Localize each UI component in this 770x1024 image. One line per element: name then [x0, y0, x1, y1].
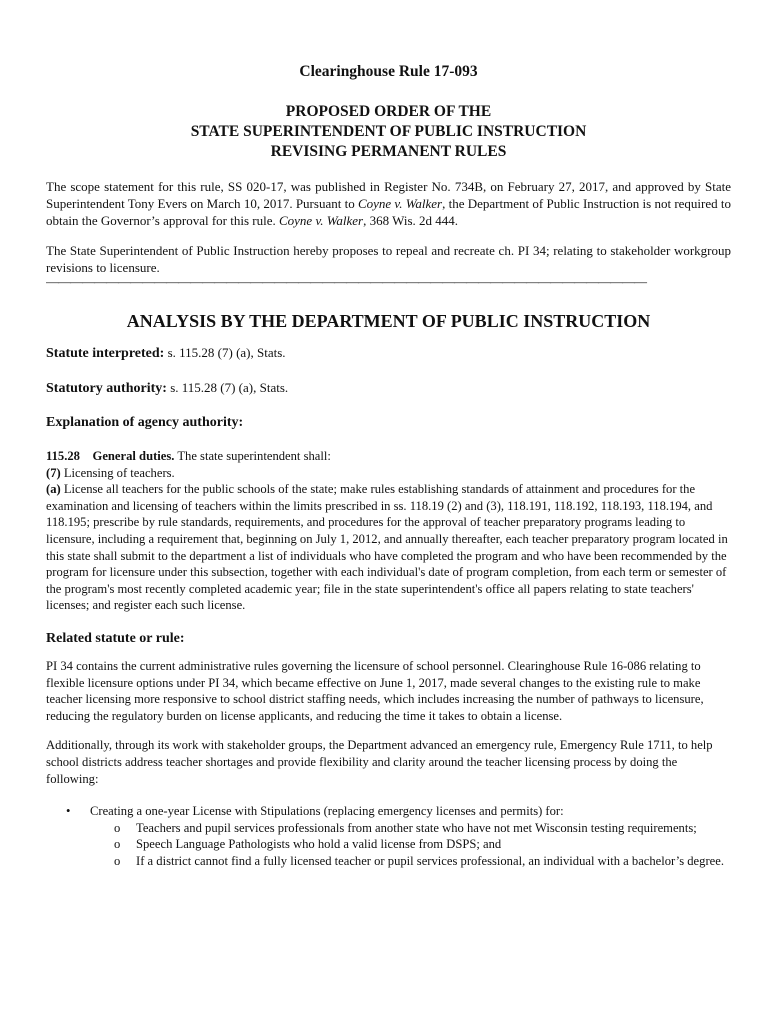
- circle-bullet-icon: o: [114, 820, 121, 835]
- case-citation-2: Coyne v. Walker: [278, 213, 364, 228]
- related-paragraph-1: PI 34 contains the current administrative rules governing the licensure of school personnel. Clearinghouse Rule 16-086 relating to flexible licensure options under PI 34, which became effective on June 1, 2017, made several changes to the existing rule to make teacher licensing more responsive to school district staffing needs, which includes increasing the number of pathways to licensure, reducing the regulatory burden on license applicants, and reducing the time it takes to obtain a license.: [46, 658, 704, 723]
- order-title: [46, 102, 731, 162]
- statutory-authority-label: Statutory authority:: [46, 381, 167, 396]
- subsection-a: [46, 481, 731, 614]
- analysis-heading: ANALYSIS BY THE DEPARTMENT OF PUBLIC INSTRUCTION: [126, 311, 651, 331]
- statute-interpreted-value: s. 115.28 (7) (a), Stats.: [164, 345, 286, 360]
- case-citation-1: Coyne v. Walker: [357, 196, 443, 211]
- subsection-a-label: (a): [46, 482, 61, 497]
- sub-list-item: [90, 820, 731, 837]
- circle-bullet-icon: o: [114, 853, 121, 868]
- list-item: [46, 803, 731, 869]
- scope-text-3: , 368 Wis. 2d 444.: [363, 213, 459, 228]
- sub-list-item: [90, 836, 731, 853]
- sub-list-item: [90, 853, 731, 870]
- related-heading: Related statute or rule:: [46, 630, 185, 646]
- scope-statement: [46, 178, 731, 229]
- explanation-heading: Explanation of agency authority:: [46, 415, 244, 430]
- rule-number: Clearinghouse Rule 17-093: [299, 63, 478, 80]
- statutory-authority: [46, 379, 731, 397]
- order-title-line1: PROPOSED ORDER OF THE: [285, 103, 492, 120]
- sub-list: [90, 820, 731, 870]
- order-title-line3: REVISING PERMANENT RULES: [270, 143, 507, 160]
- subsection-7-label: (7): [46, 465, 61, 480]
- subsection-7: [46, 465, 731, 482]
- circle-bullet-icon: o: [114, 837, 121, 852]
- sub-list-item-text: Teachers and pupil services professionals from another state who have not met Wisconsin testing requirements;: [136, 820, 697, 835]
- section-number: 115.28: [46, 449, 80, 463]
- section-intro: The state superintendent shall:: [174, 449, 331, 463]
- scope-text-1: The scope statement for this rule, SS 020-17, was published in Register No. 734B, on February 27, 2017, and approved by State Superintendent Tony Evers on March 10, 2017. Pursuant to: [46, 179, 731, 211]
- statute-interpreted-label: Statute interpreted:: [46, 346, 165, 361]
- subsection-a-text: License all teachers for the public schools of the state; make rules establishing standards of attainment and procedures for the examination and licensing of teachers within the limits prescribed in ss. 118.19 (2) and (3), 118.191, 118.192, 118.193, 118.194, and 118.195; prescribe by rule standards, requirements, and procedures for the approval of teacher preparatory programs leading to licensure, including a requirement that, beginning on July 1, 2012, and annually thereafter, each teacher preparatory program located in this state shall submit to the department a list of individuals who have completed the program and who have been recommended by the program for licensure under this subsection, together with each individual's date of program completion, from each term or semester of the program's most recently completed academic year; file in the state superintendent's office all papers relating to state teachers' licenses; and register each such license.: [46, 482, 728, 613]
- statute-section-heading: [46, 448, 731, 465]
- list-item-text: Creating a one-year License with Stipulations (replacing emergency licenses and permits) for:: [90, 804, 564, 819]
- subsection-7-text: Licensing of teachers.: [60, 465, 175, 480]
- separator-line: ——————————————————————————————————————————————————: [46, 276, 646, 288]
- document-page: [46, 62, 731, 869]
- order-title-line2: STATE SUPERINTENDENT OF PUBLIC INSTRUCTION: [190, 123, 587, 140]
- proposal-statement: The State Superintendent of Public Instruction hereby proposes to repeal and recreate ch. PI 34; relating to stakeholder workgroup revisions to licensure.: [46, 243, 731, 275]
- bullet-icon: •: [66, 804, 71, 819]
- actions-list: [46, 803, 731, 869]
- statute-text: [46, 448, 731, 614]
- statutory-authority-value: s. 115.28 (7) (a), Stats.: [166, 380, 289, 395]
- related-paragraph-2: Additionally, through its work with stakeholder groups, the Department advanced an emergency rule, Emergency Rule 1711, to help school districts address teacher shortages and provide flexibility and clarity around the teacher licensing process by doing the following:: [46, 738, 713, 786]
- sub-list-item-text: Speech Language Pathologists who hold a valid license from DSPS; and: [136, 837, 502, 852]
- statute-interpreted: [46, 344, 731, 362]
- scope-text-2: , the Department of Public Instruction is not required to obtain the Governor’s approval for this rule.: [46, 196, 731, 228]
- section-title: General duties.: [92, 449, 175, 463]
- sub-list-item-text: If a district cannot find a fully licensed teacher or pupil services professional, an individual with a bachelor’s degree.: [136, 853, 724, 868]
